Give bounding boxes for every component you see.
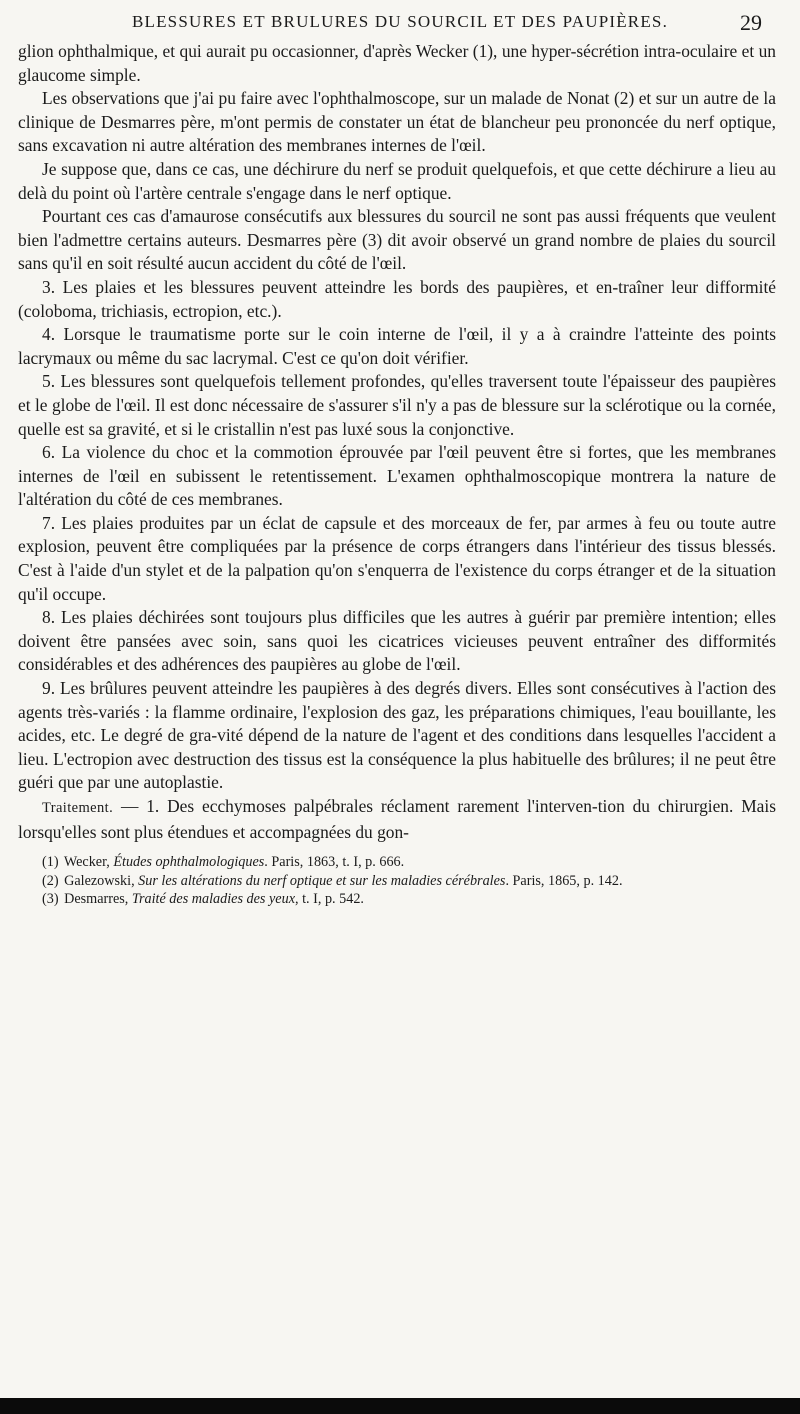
running-head bbox=[0, 10, 800, 36]
paragraph-observations: Les observations que j'ai pu faire avec l'ophthalmoscope, sur un malade de Nonat (2) et sur un autre de la clinique de Desmarres père, m'ont permis de constater un état de blancheur peu prononcée du nerf optique, sans excavation ni autre altération des membranes internes de l'œil. bbox=[18, 88, 776, 156]
paragraph-continuation: glion ophthalmique, et qui aurait pu occasionner, d'après Wecker (1), une hyper-sécrétion intra-oculaire et un glaucome simple. bbox=[18, 41, 776, 85]
paragraph-item-8: 8. Les plaies déchirées sont toujours plus difficiles que les autres à guérir par première intention; elles doivent être pansées avec soin, sans quoi les cicatrices vicieuses peuvent entraîner des difformités considérables et des adhérences des paupières au globe de l'œil. bbox=[18, 607, 776, 675]
footnote bbox=[18, 872, 776, 891]
footnote-author: Wecker, bbox=[63, 854, 114, 871]
footnote-title: Traité des maladies des yeux bbox=[131, 891, 295, 908]
footnote bbox=[18, 853, 776, 872]
paragraph-item-7: 7. Les plaies produites par un éclat de capsule et des morceaux de fer, par armes à feu ou toute autre explosion, peuvent être compliquées par la présence de corps étrangers dans l'intérieur des tissus blessés. C'est à l'aide d'un stylet et de la palpation qu'on s'enquerra de l'existence du corps étranger et de la situation qu'il occupe. bbox=[18, 512, 776, 604]
paragraph-item-6: 6. La violence du choc et la commotion éprouvée par l'œil peuvent être si fortes, que les membranes internes de l'œil en subissent le retentissement. L'examen ophthalmoscopique montrera la nature de l'altération du côté de ces membranes. bbox=[18, 442, 776, 510]
page-body bbox=[18, 40, 776, 909]
footnote-author: Galezowski, bbox=[64, 872, 139, 889]
treatment-lead: Traitement. bbox=[42, 800, 114, 816]
footnote-citation: , t. I, p. 542. bbox=[295, 891, 364, 908]
footnote-citation: . Paris, 1865, p. 142. bbox=[505, 872, 623, 889]
paragraph-frequency: Pourtant ces cas d'amaurose consécutifs aux blessures du sourcil ne sont pas aussi fréquents que veulent bien l'admettre certains auteurs. Desmarres père (3) dit avoir observé un grand nombre de plaies du sourcil sans qu'il en soit résulté aucun accident du côté de l'œil. bbox=[18, 206, 776, 274]
paragraph-item-5: 5. Les blessures sont quelquefois tellement profondes, qu'elles traversent toute l'épaisseur des paupières et le globe de l'œil. Il est donc nécessaire de s'assurer s'il n'y a pas de blessure sur la sclérotique ou la cornée, quelle est sa gravité, et si le cristallin n'est pas luxé sous la conjonctive. bbox=[18, 371, 776, 439]
footnotes bbox=[18, 853, 776, 909]
paragraph-item-4: 4. Lorsque le traumatisme porte sur le coin interne de l'œil, il y a à craindre l'atteinte des points lacrymaux ou même du sac lacrymal. C'est ce qu'on doit vérifier. bbox=[18, 324, 776, 368]
footnote-author: Desmarres, bbox=[64, 891, 132, 908]
treatment-text: — 1. Des ecchymoses palpébrales réclament rarement l'interven-tion du chirurgien. Mais lorsqu'elles sont plus étendues et accompagnées du gon- bbox=[18, 796, 776, 842]
running-title: BLESSURES ET BRULURES DU SOURCIL ET DES PAUPIÈRES. bbox=[131, 12, 669, 31]
footnote-number: (3) bbox=[42, 891, 59, 908]
paragraph-item-3: 3. Les plaies et les blessures peuvent atteindre les bords des paupières, et en-traîner leur difformité (coloboma, trichiasis, ectropion, etc.). bbox=[18, 276, 776, 321]
footnote-number: (1) bbox=[42, 854, 59, 871]
footnote-title: Sur les altérations du nerf optique et sur les maladies cérébrales bbox=[138, 872, 506, 889]
footnote-citation: . Paris, 1863, t. I, p. 666. bbox=[264, 854, 405, 871]
footnote bbox=[18, 890, 776, 909]
page-number: 29 bbox=[740, 10, 762, 35]
bottom-scan-edge bbox=[0, 1398, 800, 1414]
footnote-title: Études ophthalmologiques bbox=[113, 854, 265, 871]
paragraph-hypothesis: Je suppose que, dans ce cas, une déchirure du nerf se produit quelquefois, et que cette déchirure a lieu au delà du point où l'artère centrale s'engage dans le nerf optique. bbox=[18, 158, 776, 203]
footnote-number: (2) bbox=[42, 872, 59, 889]
paragraph-treatment bbox=[18, 795, 776, 844]
paragraph-item-9: 9. Les brûlures peuvent atteindre les paupières à des degrés divers. Elles sont consécutives à l'action des agents très-variés : la flamme ordinaire, l'explosion des gaz, les préparations chimiques, l'eau bouillante, les acides, etc. Le degré de gra-vité dépend de la nature de l'agent et des conditions dans lesquelles l'accident a lieu. L'ectropion avec destruction des tissus est la conséquence la plus habituelle des brûlures; il ne peut être guéri que par une autoplastie. bbox=[18, 678, 776, 793]
